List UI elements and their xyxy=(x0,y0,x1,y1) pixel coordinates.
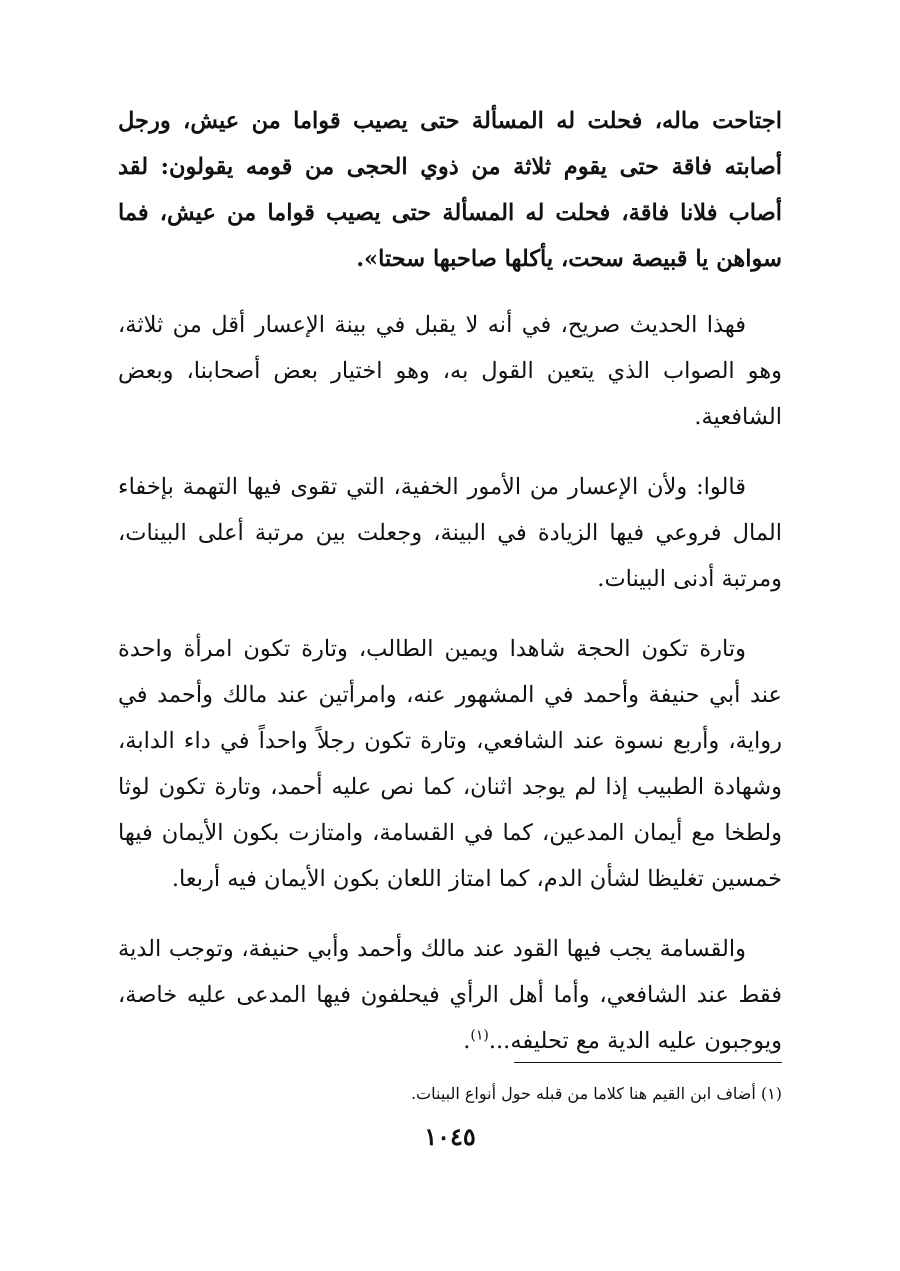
footnote-divider xyxy=(514,1062,782,1063)
body-paragraph: قالوا: ولأن الإعسار من الأمور الخفية، التي تقوى فيها التهمة بإخفاء المال فروعي فيها الزيادة في البينة، وجعلت بين مرتبة أعلى البينات، ومرتبة أدنى البينات. xyxy=(118,474,782,592)
footnote: (١) أضاف ابن القيم هنا كلاما من قبله حول أنواع البينات. xyxy=(410,1084,782,1103)
page-body xyxy=(118,98,782,1088)
paragraph-end-mark: . xyxy=(463,1028,471,1054)
paragraph-text: والقسامة يجب فيها القود عند مالك وأحمد وأبي حنيفة، وتوجب الدية فقط عند الشافعي، وأما أهل الرأي فيحلفون فيها المدعى عليه خاصة، ويوجبون عليه الدية مع تحليفه... xyxy=(118,936,782,1054)
hadith-paragraph: اجتاحت ماله، فحلت له المسألة حتى يصيب قواما من عيش، ورجل أصابته فاقة حتى يقوم ثلاثة من ذوي الحجى من قومه يقولون: لقد أصاب فلانا فاقة، فحلت له المسألة حتى يصيب قواما من عيش، فما سواهن يا قبيصة سحت، يأكلها صاحبها سحتا». xyxy=(118,108,782,272)
footnote-reference[interactable]: (١) xyxy=(470,1027,489,1044)
page-number: ١٠٤٥ xyxy=(424,1122,476,1151)
body-paragraph-last xyxy=(118,926,782,1064)
body-paragraph: وتارة تكون الحجة شاهدا ويمين الطالب، وتارة تكون امرأة واحدة عند أبي حنيفة وأحمد في المشهور عنه، وامرأتين عند مالك وأحمد في رواية، وأربع نسوة عند الشافعي، وتارة تكون رجلاً واحداً في داء الدابة، وشهادة الطبيب إذا لم يوجد اثنان، كما نص عليه أحمد، وتارة تكون لوثا ولطخا مع أيمان المدعين، كما في القسامة، وامتازت بكون الأيمان فيها خمسين تغليظا لشأن الدم، كما امتاز اللعان بكون الأيمان فيه أربعا. xyxy=(118,636,782,892)
body-paragraph: فهذا الحديث صريح، في أنه لا يقبل في بينة الإعسار أقل من ثلاثة، وهو الصواب الذي يتعين القول به، وهو اختيار بعض أصحابنا، وبعض الشافعية. xyxy=(118,312,782,430)
